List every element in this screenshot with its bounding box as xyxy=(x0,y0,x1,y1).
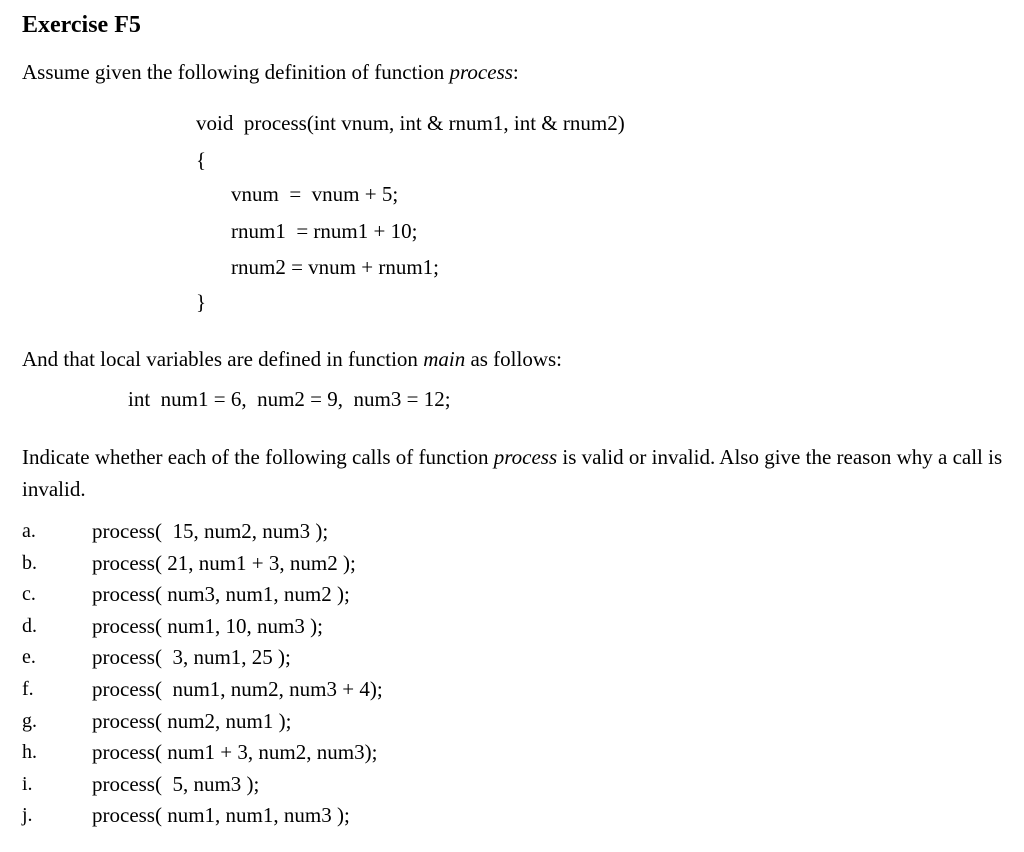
item-letter: f. xyxy=(22,678,34,700)
main-text: And that local variables are defined in function xyxy=(22,347,424,371)
function-call: process( num2, num1 ); xyxy=(92,709,292,733)
variable-declaration: int num1 = 6, num2 = 9, num3 = 12; xyxy=(128,387,451,411)
function-call: process( 5, num3 ); xyxy=(92,772,260,796)
function-call: process( 21, num1 + 3, num2 ); xyxy=(92,551,356,575)
item-letter: e. xyxy=(22,646,36,668)
function-body-line: vnum = vnum + 5; xyxy=(231,182,399,206)
function-call: process( num1, num1, num3 ); xyxy=(92,803,350,827)
item-letter: a. xyxy=(22,520,36,542)
function-call: process( num3, num1, num2 ); xyxy=(92,582,350,606)
question-function-name: process xyxy=(493,445,558,469)
close-brace: } xyxy=(196,290,207,314)
intro-text: Assume given the following definition of function xyxy=(22,60,450,84)
main-text-end: as follows: xyxy=(465,347,563,371)
function-body-line: rnum1 = rnum1 + 10; xyxy=(231,219,418,243)
open-brace: { xyxy=(196,148,207,172)
function-body-line: rnum2 = vnum + rnum1; xyxy=(231,255,440,279)
intro-function-name: process xyxy=(449,60,513,84)
item-letter: h. xyxy=(22,741,37,763)
main-function-name: main xyxy=(423,347,466,371)
function-call: process( 15, num2, num3 ); xyxy=(92,519,329,543)
exercise-title: Exercise F5 xyxy=(22,12,141,38)
question-paragraph xyxy=(22,441,1007,505)
intro-paragraph xyxy=(22,56,519,88)
main-paragraph xyxy=(22,343,562,375)
function-call: process( 3, num1, 25 ); xyxy=(92,645,291,669)
function-call: process( num1, num2, num3 + 4); xyxy=(92,677,383,701)
function-call: process( num1 + 3, num2, num3); xyxy=(92,740,378,764)
item-letter: j. xyxy=(22,804,33,826)
item-letter: g. xyxy=(22,710,37,732)
function-signature: void process(int vnum, int & rnum1, int & rnum2) xyxy=(196,111,625,135)
item-letter: i. xyxy=(22,773,33,795)
item-letter: c. xyxy=(22,583,36,605)
intro-text-end: : xyxy=(512,60,519,84)
item-letter: b. xyxy=(22,552,37,574)
function-call: process( num1, 10, num3 ); xyxy=(92,614,323,638)
question-text: Indicate whether each of the following calls of function xyxy=(22,445,494,469)
item-letter: d. xyxy=(22,615,37,637)
question-text-end: is valid or invalid. Also give the reason why a call is invalid. xyxy=(22,445,1003,501)
